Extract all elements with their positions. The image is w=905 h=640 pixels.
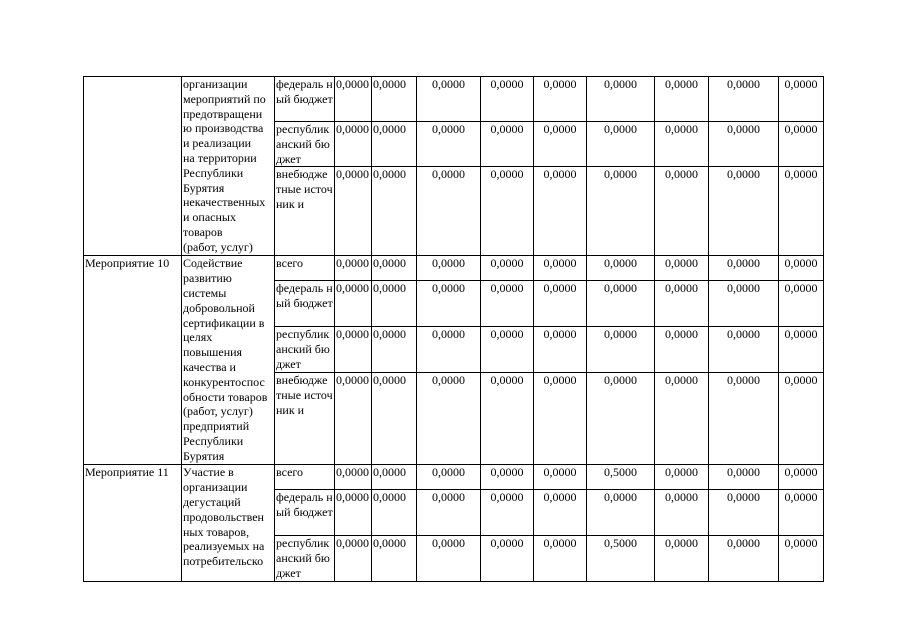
activity-description-cell: Участие в организации дегустаций продовольствен ных товаров, реализуемых на потребительско — [182, 465, 275, 581]
value-cell: 0,0000 — [655, 490, 709, 536]
value-cell: 0,0000 — [335, 281, 372, 327]
value-cell: 0,0000 — [335, 167, 372, 256]
funding-source-cell: всего — [275, 256, 335, 281]
value-cell: 0,0000 — [417, 373, 481, 465]
value-cell: 0,0000 — [587, 167, 655, 256]
value-cell: 0,0000 — [709, 281, 779, 327]
value-cell: 0,0000 — [417, 281, 481, 327]
value-cell: 0,0000 — [481, 490, 534, 536]
value-cell: 0,0000 — [534, 281, 587, 327]
funding-source-cell: федераль ный бюджет — [275, 281, 335, 327]
value-cell: 0,0000 — [779, 327, 824, 373]
activity-description-cell: организации мероприятий по предотвращени ю производства и реализации на территории Республики Бурятия некачественных и опасных товаров (работ, услуг) — [182, 77, 275, 256]
value-cell: 0,0000 — [481, 77, 534, 122]
value-cell: 0,0000 — [709, 373, 779, 465]
value-cell: 0,0000 — [335, 256, 372, 281]
value-cell: 0,0000 — [372, 490, 417, 536]
value-cell: 0,0000 — [417, 490, 481, 536]
value-cell: 0,0000 — [779, 373, 824, 465]
value-cell: 0,0000 — [335, 465, 372, 490]
value-cell: 0,0000 — [709, 256, 779, 281]
value-cell: 0,0000 — [587, 77, 655, 122]
value-cell: 0,0000 — [417, 256, 481, 281]
value-cell: 0,0000 — [655, 281, 709, 327]
value-cell: 0,0000 — [372, 122, 417, 167]
value-cell: 0,0000 — [587, 490, 655, 536]
value-cell: 0,0000 — [709, 122, 779, 167]
value-cell: 0,0000 — [587, 281, 655, 327]
measure-name-cell — [84, 77, 182, 256]
value-cell: 0,0000 — [335, 327, 372, 373]
value-cell: 0,0000 — [709, 327, 779, 373]
value-cell: 0,0000 — [779, 490, 824, 536]
funding-source-cell: республик анский бюджет — [275, 536, 335, 581]
measure-name-cell: Мероприятие 11 — [84, 465, 182, 581]
value-cell: 0,0000 — [481, 536, 534, 581]
value-cell: 0,0000 — [534, 373, 587, 465]
value-cell: 0,0000 — [372, 77, 417, 122]
funding-source-cell: республик анский бюджет — [275, 327, 335, 373]
value-cell: 0,0000 — [779, 122, 824, 167]
value-cell: 0,0000 — [587, 373, 655, 465]
value-cell: 0,0000 — [335, 536, 372, 581]
value-cell: 0,0000 — [481, 465, 534, 490]
value-cell: 0,0000 — [372, 327, 417, 373]
value-cell: 0,0000 — [534, 490, 587, 536]
value-cell: 0,0000 — [481, 256, 534, 281]
value-cell: 0,0000 — [709, 167, 779, 256]
value-cell: 0,0000 — [372, 465, 417, 490]
value-cell: 0,0000 — [417, 536, 481, 581]
funding-source-cell: внебюдже тные источник и — [275, 167, 335, 256]
value-cell: 0,5000 — [587, 465, 655, 490]
value-cell: 0,0000 — [534, 465, 587, 490]
funding-source-cell: внебюдже тные источник и — [275, 373, 335, 465]
table-row — [84, 256, 824, 281]
value-cell: 0,0000 — [417, 122, 481, 167]
value-cell: 0,0000 — [709, 465, 779, 490]
measure-name-cell: Мероприятие 10 — [84, 256, 182, 465]
value-cell: 0,0000 — [372, 536, 417, 581]
funding-source-cell: федераль ный бюджет — [275, 77, 335, 122]
value-cell: 0,0000 — [372, 167, 417, 256]
value-cell: 0,0000 — [587, 122, 655, 167]
value-cell: 0,0000 — [709, 536, 779, 581]
value-cell: 0,0000 — [779, 281, 824, 327]
funding-source-cell: федераль ный бюджет — [275, 490, 335, 536]
table-row — [84, 465, 824, 490]
value-cell: 0,0000 — [709, 490, 779, 536]
value-cell: 0,0000 — [481, 373, 534, 465]
value-cell: 0,0000 — [587, 327, 655, 373]
value-cell: 0,0000 — [335, 122, 372, 167]
value-cell: 0,0000 — [534, 122, 587, 167]
value-cell: 0,0000 — [481, 122, 534, 167]
value-cell: 0,0000 — [655, 536, 709, 581]
value-cell: 0,0000 — [335, 77, 372, 122]
value-cell: 0,0000 — [372, 373, 417, 465]
value-cell: 0,0000 — [534, 77, 587, 122]
value-cell: 0,0000 — [534, 167, 587, 256]
value-cell: 0,0000 — [417, 77, 481, 122]
value-cell: 0,0000 — [481, 167, 534, 256]
value-cell: 0,0000 — [417, 327, 481, 373]
value-cell: 0,0000 — [335, 373, 372, 465]
value-cell: 0,0000 — [779, 536, 824, 581]
value-cell: 0,0000 — [655, 167, 709, 256]
value-cell: 0,0000 — [655, 373, 709, 465]
funding-source-cell: всего — [275, 465, 335, 490]
value-cell: 0,0000 — [481, 281, 534, 327]
value-cell: 0,0000 — [709, 77, 779, 122]
value-cell: 0,0000 — [335, 490, 372, 536]
value-cell: 0,0000 — [372, 281, 417, 327]
value-cell: 0,0000 — [372, 256, 417, 281]
value-cell: 0,0000 — [534, 327, 587, 373]
value-cell: 0,0000 — [534, 536, 587, 581]
value-cell: 0,0000 — [417, 167, 481, 256]
table-body — [84, 77, 824, 582]
budget-table — [83, 76, 824, 582]
value-cell: 0,0000 — [655, 122, 709, 167]
value-cell: 0,0000 — [655, 77, 709, 122]
value-cell: 0,0000 — [655, 327, 709, 373]
value-cell: 0,0000 — [779, 465, 824, 490]
value-cell: 0,5000 — [587, 536, 655, 581]
funding-source-cell: республик анский бюджет — [275, 122, 335, 167]
table-row — [84, 77, 824, 122]
value-cell: 0,0000 — [779, 256, 824, 281]
value-cell: 0,0000 — [481, 327, 534, 373]
value-cell: 0,0000 — [779, 77, 824, 122]
value-cell: 0,0000 — [779, 167, 824, 256]
activity-description-cell: Содействие развитию системы добровольной сертификации в целях повышения качества и конкурентоспос обности товаров (работ, услуг) предприятий Республики Бурятия — [182, 256, 275, 465]
value-cell: 0,0000 — [534, 256, 587, 281]
value-cell: 0,0000 — [587, 256, 655, 281]
value-cell: 0,0000 — [417, 465, 481, 490]
value-cell: 0,0000 — [655, 256, 709, 281]
value-cell: 0,0000 — [655, 465, 709, 490]
